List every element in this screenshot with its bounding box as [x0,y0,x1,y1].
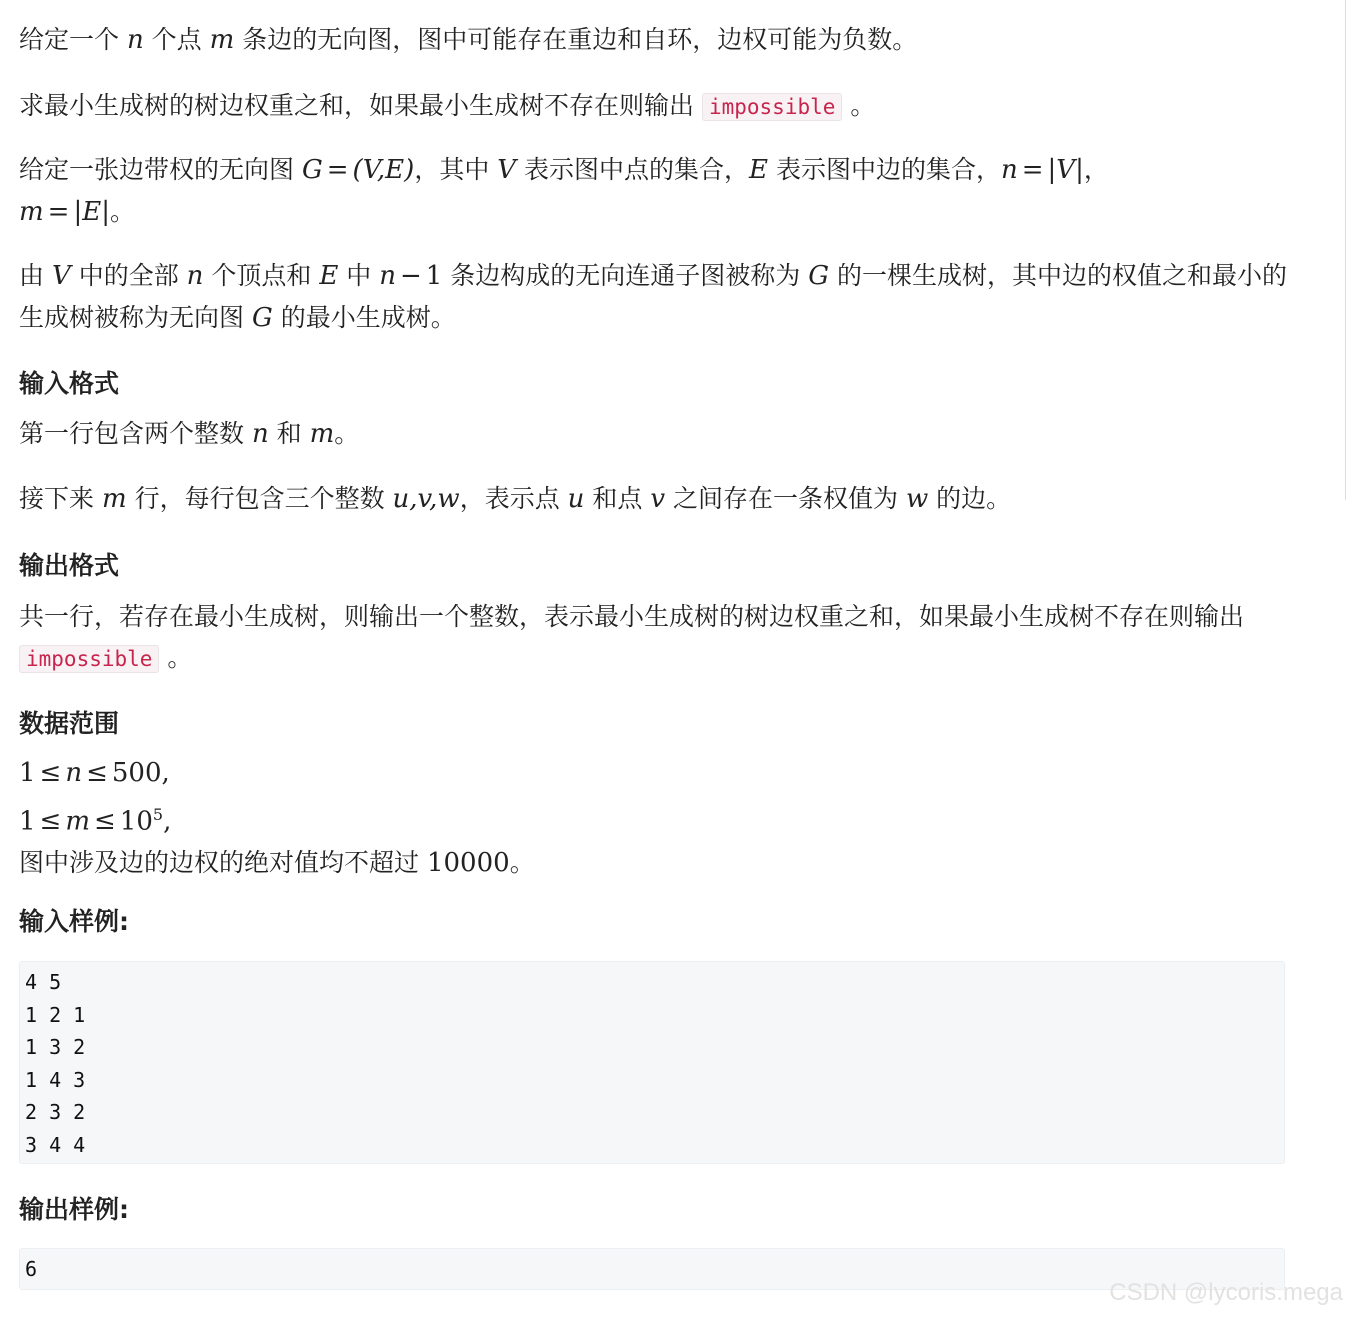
range-n: 1 ≤ n ≤ 500, [19,758,170,788]
math-n: n [126,25,144,55]
output-format-heading: 输出格式 [19,551,120,580]
sample-input-code: 4 5 1 2 1 1 3 2 1 4 3 2 3 2 3 4 4 [19,961,1285,1164]
inline-code-impossible-output: impossible [19,645,159,673]
sample-output-heading: 输出样例: [19,1195,129,1224]
problem-description-2: 求最小生成树的树边权重之和，如果最小生成树不存在则输出 impossible 。 [19,91,876,120]
right-border [1345,0,1346,500]
output-format-text: 共一行，若存在最小生成树，则输出一个整数，表示最小生成树的树边权重之和，如果最小生成树不存在则输出 impossible 。 [19,602,1245,672]
inline-code-impossible: impossible [702,93,842,121]
range-m: $1 \le m \le 10^5$, [19,805,172,837]
data-range-body [19,752,535,884]
input-format-heading: 输入格式 [19,369,120,398]
watermark: CSDN @lycoris.mega [1109,1279,1343,1306]
math-m: m [209,25,235,55]
sample-input-heading: 输入样例: [19,907,129,936]
input-format-line-1: 第一行包含两个整数 n 和 m。 [19,419,360,449]
range-weight: 图中涉及边的边权的绝对值均不超过 10000。 [19,848,535,879]
input-format-line-2: 接下来 m 行，每行包含三个整数 u,v,w，表示点 u 和点 v 之间存在一条权值为 w 的边。 [19,484,1012,514]
problem-description-3: 给定一张边带权的无向图 G = (V,E)，其中 V 表示图中点的集合，E 表示图中边的集合，n = |V|， m = |E|。 [19,155,1109,227]
problem-description-1: 给定一个 n 个点 m 条边的无向图，图中可能存在重边和自环，边权可能为负数。 [19,25,918,55]
sample-output-code: 6 [19,1248,1285,1290]
problem-description-4: 由 V 中的全部 n 个顶点和 E 中 n − 1 条边构成的无向连通子图被称为 G 的一棵生成树，其中边的权值之和最小的生成树被称为无向图 G 的最小生成树。 [19,261,1288,333]
data-range-heading: 数据范围 [19,709,120,738]
